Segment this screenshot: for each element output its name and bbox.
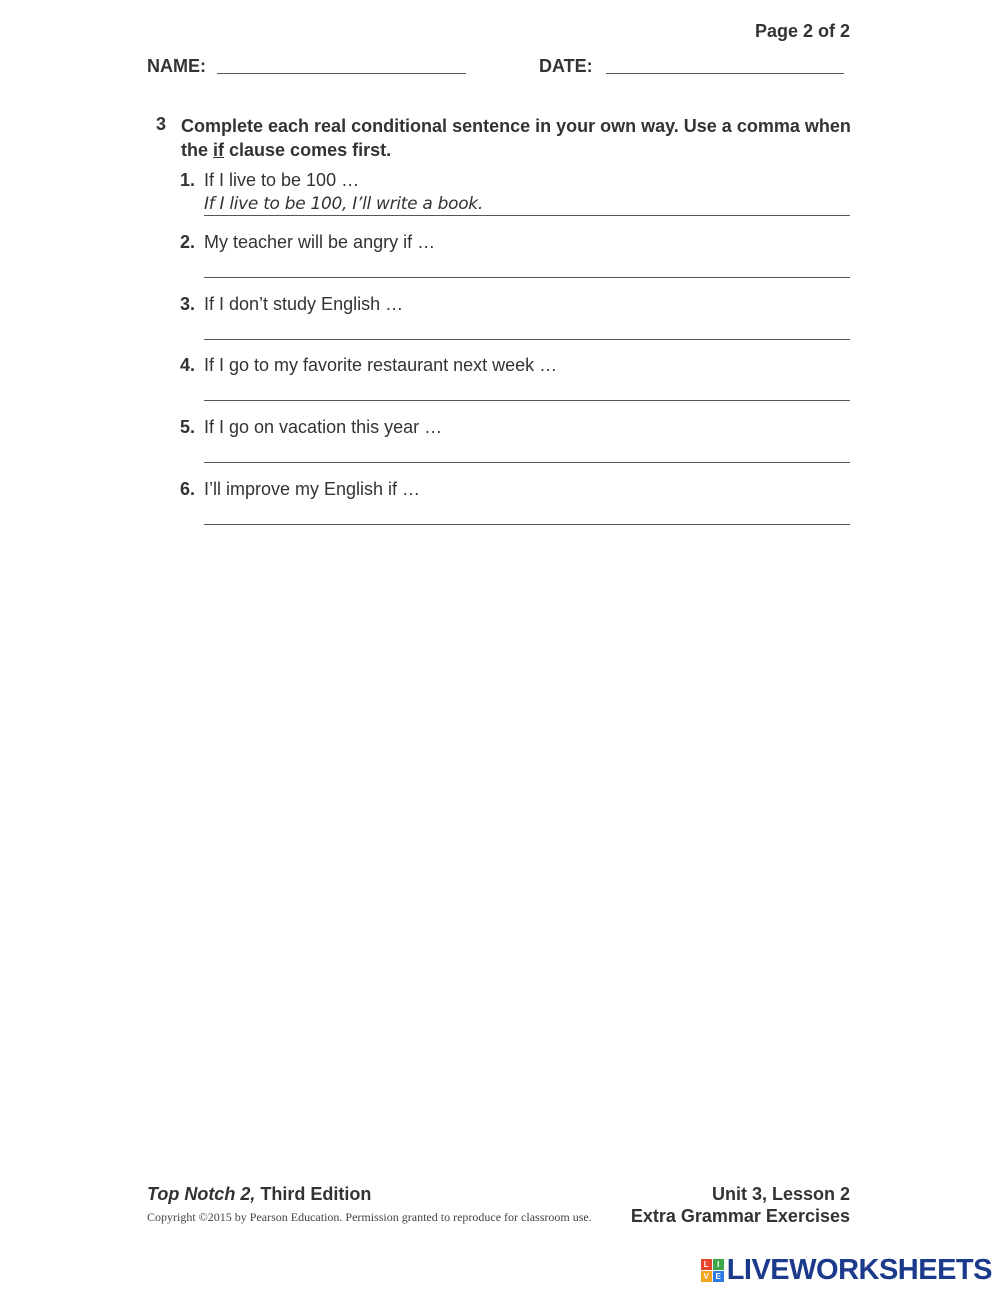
book-title-italic: Top Notch 2,: [147, 1184, 256, 1204]
section-title: Extra Grammar Exercises: [630, 1206, 850, 1226]
logo-letter: L: [701, 1259, 712, 1270]
answer-line[interactable]: [204, 277, 850, 278]
item-number: 3.: [180, 294, 196, 314]
name-field-line[interactable]: [217, 73, 466, 74]
item-prompt: My teacher will be angry if …: [204, 232, 436, 252]
exercise-item-3: [0, 294, 1000, 356]
item-number: 2.: [180, 232, 196, 252]
logo-letter: V: [701, 1271, 712, 1282]
name-label: NAME:: [147, 56, 206, 76]
exercise-item-5: [0, 417, 1000, 479]
instruction-if-word: if: [213, 140, 225, 160]
book-title: [147, 1184, 371, 1205]
logo-letter: E: [713, 1271, 724, 1282]
item-prompt: If I don’t study English …: [204, 294, 404, 314]
unit-lesson: Unit 3, Lesson 2: [711, 1184, 850, 1204]
item-answer-example: If I live to be 100, I’ll write a book.: [204, 194, 483, 214]
copyright-notice: Copyright ©2015 by Pearson Education. Permission granted to reproduce for classroom use.: [147, 1210, 592, 1224]
item-number: 1.: [180, 170, 196, 190]
instruction-text: Complete each real conditional sentence in your own way. Use a comma when the: [181, 116, 851, 160]
logo-text: LIVEWORKSHEETS: [726, 1253, 992, 1286]
exercise-item-1: [0, 170, 1000, 232]
book-edition: Third Edition: [255, 1184, 372, 1204]
answer-line[interactable]: [204, 524, 850, 525]
liveworksheets-logo[interactable]: [701, 1255, 992, 1285]
item-prompt: I’ll improve my English if …: [204, 479, 421, 499]
answer-line[interactable]: [204, 215, 850, 216]
liveworksheets-logo-icon: [701, 1259, 724, 1282]
date-label: DATE:: [539, 56, 593, 76]
item-prompt: If I go to my favorite restaurant next week …: [204, 355, 558, 375]
exercise-item-4: [0, 355, 1000, 417]
logo-letter: I: [713, 1259, 724, 1270]
exercise-number: 3: [156, 114, 167, 134]
exercise-item-6: [0, 479, 1000, 541]
answer-line[interactable]: [204, 339, 850, 340]
instruction-text-end: clause comes first.: [224, 140, 392, 160]
item-prompt: If I go on vacation this year …: [204, 417, 443, 437]
answer-line[interactable]: [204, 400, 850, 401]
item-prompt: If I live to be 100 …: [204, 170, 360, 190]
date-field-line[interactable]: [606, 73, 844, 74]
item-number: 4.: [180, 355, 196, 375]
page-number: Page 2 of 2: [754, 21, 850, 41]
item-number: 5.: [180, 417, 196, 437]
exercise-instruction: [181, 114, 861, 162]
item-number: 6.: [180, 479, 196, 499]
answer-line[interactable]: [204, 462, 850, 463]
exercise-item-2: [0, 232, 1000, 294]
